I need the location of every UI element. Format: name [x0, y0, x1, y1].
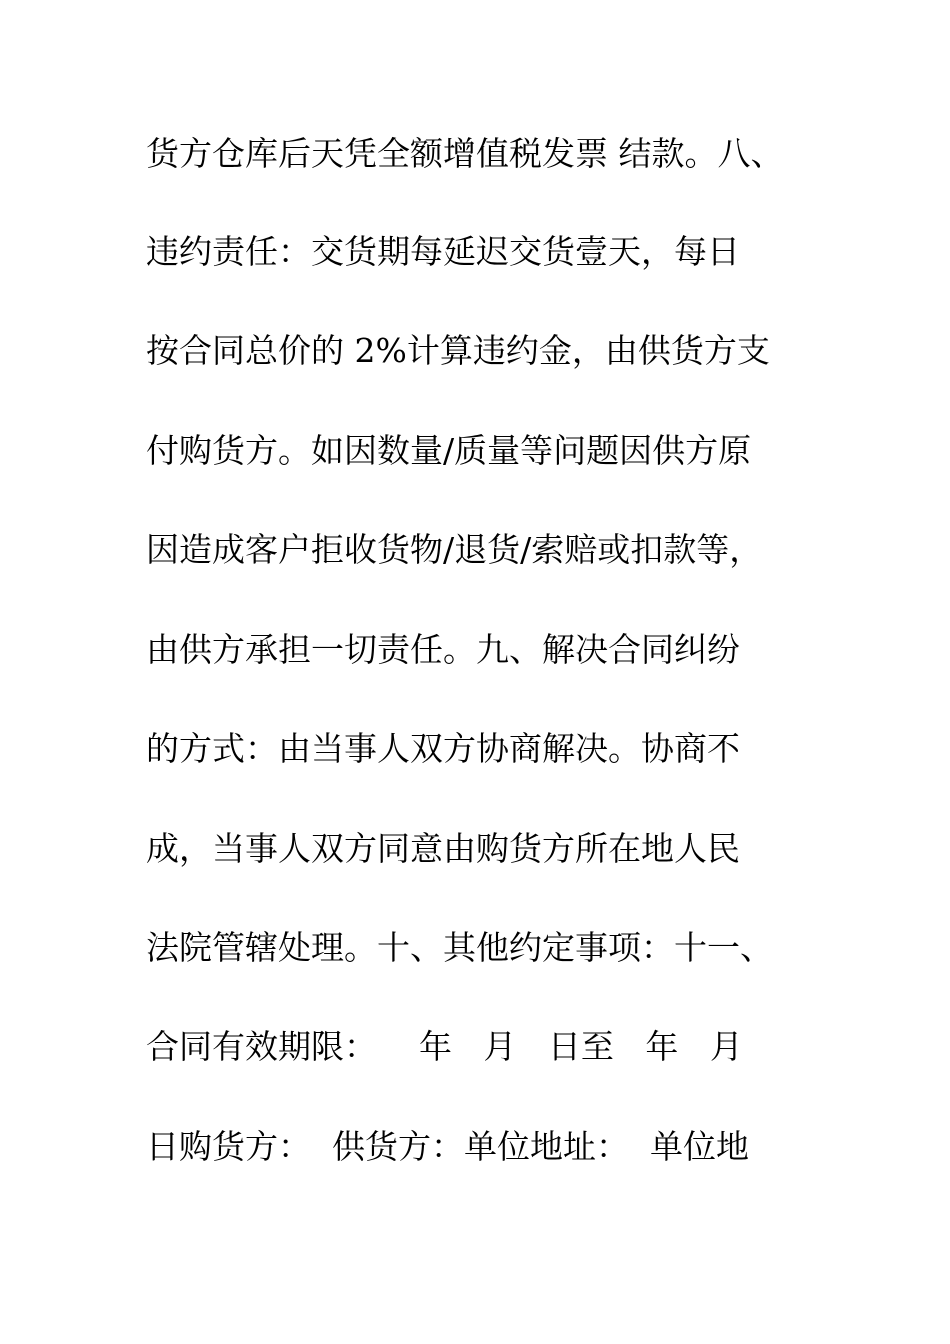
- text-line-6: 由供方承担一切责任。九、解决合同纠纷: [146, 630, 740, 669]
- text-line-3: 按合同总价的 2%计算违约金，由供货方支: [146, 331, 770, 370]
- text-line-8: 成，当事人双方同意由购货方所在地人民: [146, 829, 740, 868]
- text-line-5: 因造成客户拒收货物/退货/索赔或扣款等，: [146, 530, 763, 569]
- text-line-7: 的方式：由当事人双方协商解决。协商不: [146, 729, 740, 768]
- text-line-9: 法院管辖处理。十、其他约定事项：十一、: [146, 928, 773, 967]
- text-line-10: 合同有效期限： 年 月 日至 年 月: [146, 1027, 743, 1066]
- text-line-4: 付购货方。如因数量/质量等问题因供方原: [146, 431, 752, 470]
- text-line-2: 违约责任：交货期每延迟交货壹天，每日: [146, 232, 740, 271]
- text-line-1: 货方仓库后天凭全额增值税发票 结款。八、: [146, 134, 784, 173]
- text-line-11: 日购货方： 供货方：单位地址： 单位地: [146, 1127, 749, 1166]
